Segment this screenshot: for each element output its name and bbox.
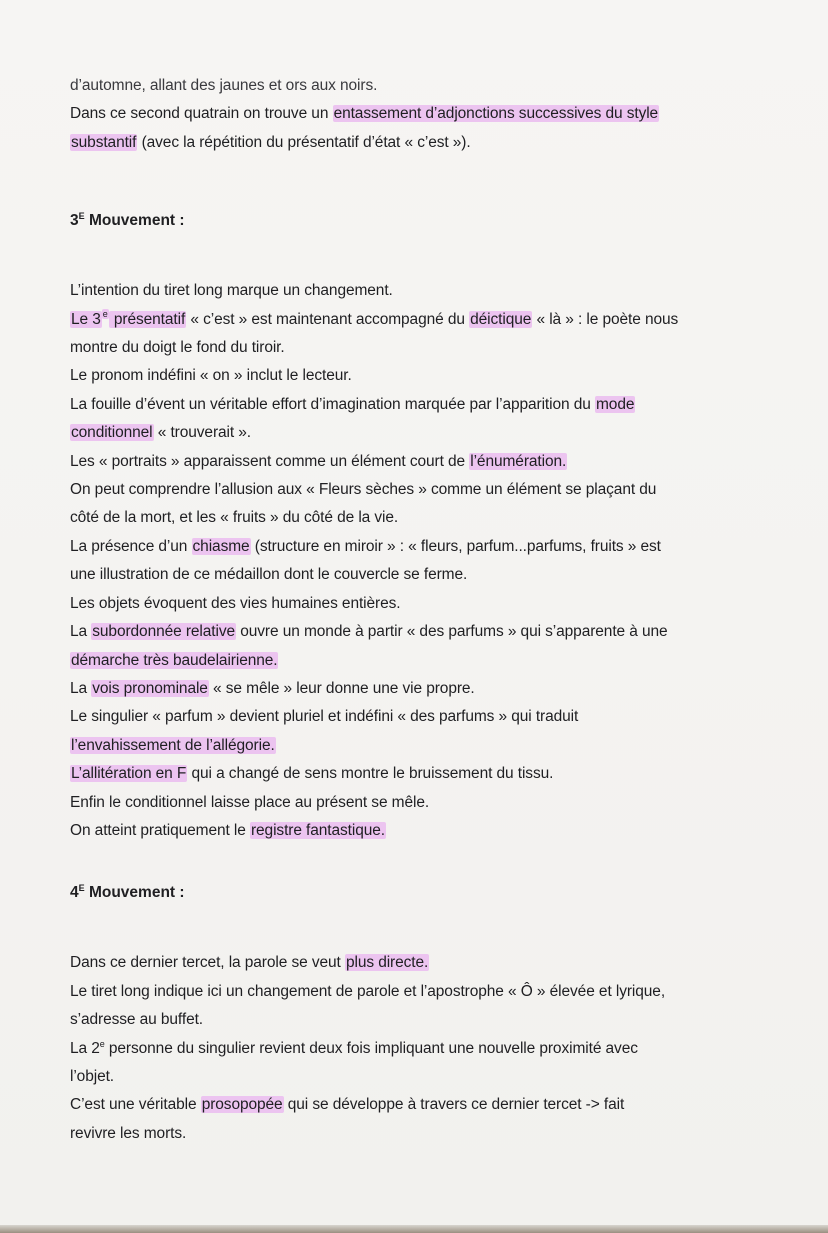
highlighted-text: registre fantastique. (250, 821, 386, 839)
highlighted-text: présentatif (109, 310, 186, 328)
text-segment: s’adresse au buffet. (70, 1011, 203, 1029)
text-segment: Le tiret long indique ici un changement de parole et l’apostrophe « Ô » élevée et lyrique, (70, 982, 666, 1000)
text-line (70, 72, 770, 100)
heading-3-label: Mouvement : (84, 212, 185, 230)
text-segment: La présence d’un (70, 537, 192, 555)
text-line (70, 817, 770, 845)
highlighted-text: subordonnée relative (92, 623, 236, 641)
highlighted-text: entassement d’adjonctions successives du style (333, 105, 659, 123)
text-segment: Dans ce second quatrain on trouve un (70, 105, 333, 123)
text-segment: qui a changé de sens montre le bruissement du tissu. (187, 765, 554, 783)
text-segment: l’objet. (70, 1067, 115, 1085)
text-segment: Les objets évoquent des vies humaines entières. (70, 594, 401, 612)
document-content (70, 72, 770, 1148)
text-line (70, 732, 770, 760)
paragraph-block-4e-mouvement (70, 949, 770, 1148)
highlighted-text: plus directe. (345, 954, 429, 972)
highlighted-text: démarche très baudelairienne. (71, 651, 278, 669)
highlighted-text: L’allitération en F (71, 765, 187, 783)
heading-3-superscript: E (78, 211, 85, 222)
text-line (70, 590, 770, 618)
text-line (70, 1063, 770, 1091)
text-line (70, 277, 770, 305)
text-line (70, 675, 770, 703)
highlighted-text: déictique (470, 310, 532, 328)
heading-4e-mouvement (70, 879, 770, 907)
text-line (70, 504, 770, 532)
text-segment: « se mêle » leur donne une vie propre. (208, 679, 475, 697)
text-segment: (avec la répétition du présentatif d’état « c’est »). (137, 133, 471, 151)
highlighted-text: mode (595, 395, 635, 413)
text-line (70, 448, 770, 476)
text-line (70, 306, 770, 334)
text-segment: une illustration de ce médaillon dont le couvercle se ferme. (70, 566, 468, 584)
highlighted-text: vois pronominale (92, 679, 208, 697)
text-line (70, 1006, 770, 1034)
text-line (70, 100, 770, 128)
text-line (70, 1091, 770, 1119)
text-segment: personne du singulier revient deux fois impliquant une nouvelle proximité avec (104, 1039, 638, 1057)
text-line (70, 391, 770, 419)
text-segment: e (99, 1038, 105, 1049)
text-segment: revivre les morts. (70, 1124, 187, 1142)
text-segment: C’est une véritable (70, 1096, 201, 1114)
highlighted-text: conditionnel (71, 424, 153, 442)
text-segment: Dans ce dernier tercet, la parole se veut (70, 954, 345, 972)
text-segment: « c’est » est maintenant accompagné du (186, 310, 470, 328)
text-segment: On peut comprendre l’allusion aux « Fleurs sèches » comme un élément se plaçant du (70, 481, 657, 499)
highlighted-text: l’envahissement de l’allégorie. (71, 736, 275, 754)
text-segment: La (70, 623, 92, 641)
text-segment: On atteint pratiquement le (70, 821, 250, 839)
highlighted-text: Le 3 (71, 310, 101, 328)
text-segment: Les « portraits » apparaissent comme un élément court de (70, 452, 470, 470)
highlighted-text: prosopopée (201, 1096, 283, 1114)
text-segment: montre du doigt le fond du tiroir. (70, 339, 285, 357)
heading-4-number: 4 (70, 884, 79, 902)
text-line (70, 703, 770, 731)
highlighted-text: l’énumération. (470, 452, 567, 470)
text-line (70, 618, 770, 646)
text-segment: « là » : le poète nous (532, 310, 679, 328)
text-line (70, 949, 770, 977)
heading-4-superscript: E (78, 883, 85, 894)
highlighted-text: e (102, 309, 108, 320)
text-segment: ouvre un monde à partir « des parfums » qui s’apparente à une (236, 623, 668, 641)
text-line (70, 561, 770, 589)
text-line (70, 334, 770, 362)
text-segment: La (70, 679, 92, 697)
text-line (70, 419, 770, 447)
text-line (70, 760, 770, 788)
text-line (70, 362, 770, 390)
text-segment: L’intention du tiret long marque un changement. (70, 282, 393, 300)
text-segment: Enfin le conditionnel laisse place au présent se mêle. (70, 793, 430, 811)
text-line (70, 978, 770, 1006)
text-segment: La 2 (70, 1039, 100, 1057)
heading-3-number: 3 (70, 212, 79, 230)
text-line (70, 1120, 770, 1148)
paragraph-block-second-quatrain (70, 72, 770, 157)
text-line (70, 129, 770, 157)
text-segment: côté de la mort, et les « fruits » du côté de la vie. (70, 509, 399, 527)
text-segment: « trouverait ». (153, 424, 252, 442)
text-line (70, 476, 770, 504)
text-line (70, 789, 770, 817)
highlighted-text: chiasme (192, 537, 250, 555)
text-segment: Le pronom indéfini « on » inclut le lecteur. (70, 367, 352, 385)
paragraph-block-3e-mouvement (70, 277, 770, 845)
text-segment: d’automne, allant des jaunes et ors aux noirs. (70, 77, 378, 94)
heading-4-label: Mouvement : (84, 884, 185, 902)
text-segment: La fouille d’évent un véritable effort d’imagination marquée par l’apparition du (70, 395, 595, 413)
text-segment: (structure en miroir » : « fleurs, parfum...parfums, fruits » est (250, 537, 661, 555)
highlighted-text: substantif (71, 133, 137, 151)
text-line (70, 533, 770, 561)
text-segment: qui se développe à travers ce dernier tercet -> fait (283, 1096, 625, 1114)
text-segment: Le singulier « parfum » devient pluriel et indéfini « des parfums » qui traduit (70, 708, 579, 726)
heading-3e-mouvement (70, 207, 770, 235)
text-line (70, 1035, 770, 1063)
text-line (70, 647, 770, 675)
